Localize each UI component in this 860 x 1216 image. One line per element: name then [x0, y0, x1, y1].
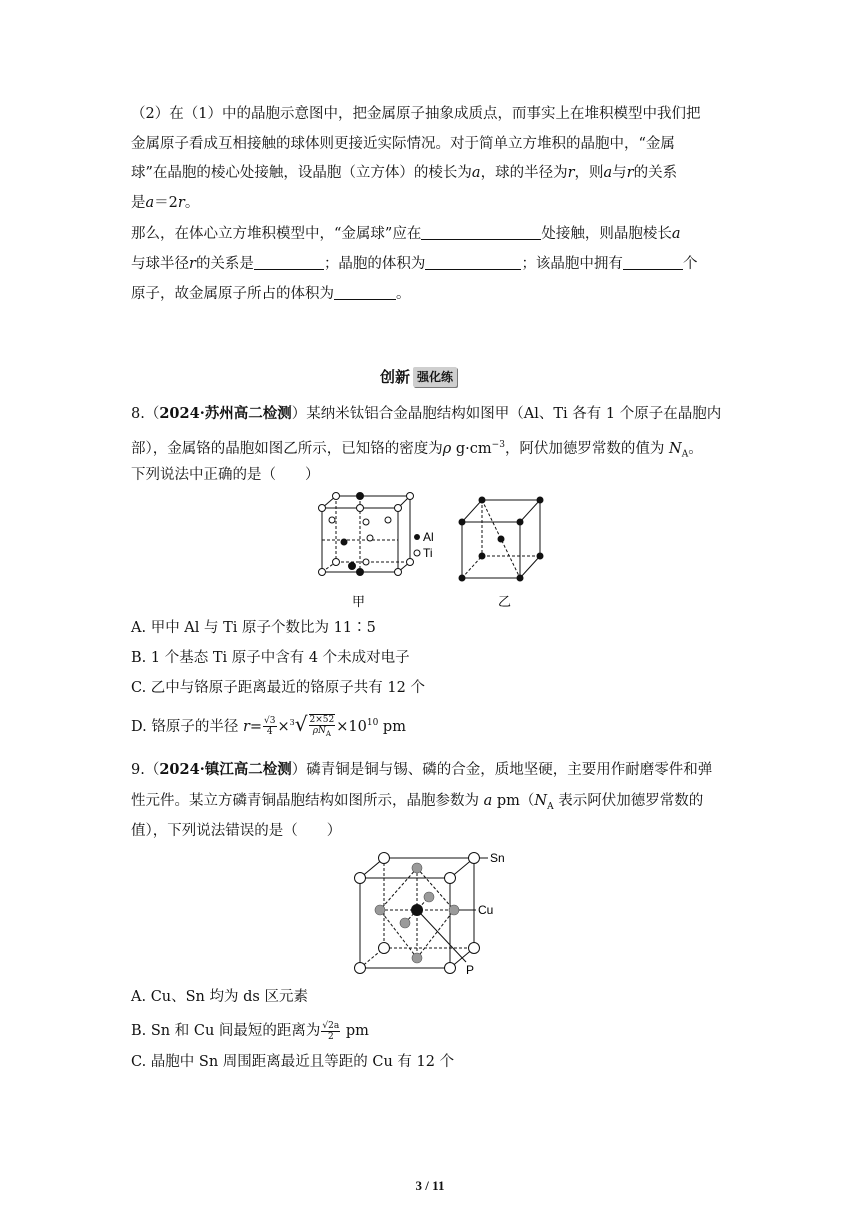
radical-sign: √ [294, 711, 308, 736]
answer-blank-5[interactable] [334, 283, 396, 300]
text: 与球半径 [131, 256, 189, 272]
q8-line-1 [131, 404, 721, 424]
q8-crystal-figure [310, 492, 560, 610]
var-a: a [603, 165, 613, 181]
part2-line-4 [131, 193, 199, 213]
label-p: P [466, 963, 475, 977]
text: ）某纳米钛铝合金晶胞结构如图甲（Al、Ti 各有 1 个原子在晶胞内 [291, 406, 722, 422]
q9-option-a[interactable]: A. Cu、Sn 均为 ds 区元素 [131, 989, 308, 1005]
q9-crystal-figure [348, 848, 508, 980]
rho-n: ρN [312, 726, 326, 737]
part2-line-7 [131, 283, 411, 304]
text: ，阿伏加德罗常数的值为 [504, 440, 670, 457]
text: ；晶胞的体积为 [323, 256, 426, 272]
atoms-jia [319, 493, 414, 576]
part2-line-3 [131, 163, 677, 183]
q8-option-d[interactable] [131, 710, 406, 740]
text: × [277, 718, 290, 735]
q9-line-3: 值），下列说法错误的是（ ） [131, 823, 342, 839]
text: ＝2 [154, 195, 178, 211]
q9-option-b[interactable] [131, 1018, 369, 1044]
superscript: −3 [491, 440, 505, 450]
q8-line-3: 下列说法中正确的是（ ） [131, 467, 320, 483]
text: = [249, 718, 263, 735]
answer-blank-3[interactable] [425, 253, 521, 270]
denominator: 4 [266, 727, 273, 738]
var-a: a [145, 195, 155, 211]
subscript: A [325, 730, 331, 739]
q9-option-c[interactable]: C. 晶胞中 Sn 周围距离最近且等距的 Cu 有 12 个 [131, 1054, 455, 1070]
var-r: r [177, 195, 185, 211]
text: pm（ [492, 793, 535, 809]
legend-al-marker [414, 534, 420, 540]
var-a: a [483, 793, 493, 809]
label-sn: Sn [490, 851, 505, 865]
q8-option-c[interactable]: C. 乙中与铬原子距离最近的铬原子共有 12 个 [131, 680, 425, 696]
root-index: 3 [289, 718, 295, 727]
answer-blank-4[interactable] [623, 253, 683, 270]
fraction [321, 1021, 340, 1042]
question-source: 2024·苏州高二检测 [159, 405, 292, 422]
text: 表示阿伏加德罗常数的 [553, 793, 704, 809]
text: ）磷青铜是铜与锡、磷的合金，质地坚硬，主要用作耐磨零件和弹 [291, 762, 713, 778]
label-cu: Cu [478, 903, 494, 917]
legend-al: Al [423, 530, 434, 544]
superscript: 10 [366, 718, 379, 728]
part2-line-5 [131, 223, 680, 244]
section-heading [380, 366, 457, 387]
text: 8.（ [131, 406, 160, 422]
text: D. 铬原子的半径 [131, 718, 243, 735]
var-r: r [567, 165, 575, 181]
part2-line-2: 金属原子看成互相接触的球体则更接近实际情况。对于简单立方堆积的晶胞中，“金属 [131, 136, 675, 152]
text: ，则 [574, 165, 604, 181]
var-a: a [671, 226, 681, 242]
var-n: N [669, 440, 682, 457]
text: ，球的半径为 [480, 165, 568, 181]
part2-line-6 [131, 253, 697, 274]
var-rho: ρ [442, 440, 452, 457]
atoms-yi [459, 497, 544, 582]
denominator [309, 726, 336, 739]
answer-blank-2[interactable] [254, 253, 324, 270]
text: 个 [682, 256, 698, 272]
section-title: 创新 [380, 368, 411, 386]
var-n: N [534, 793, 548, 809]
var-r: r [242, 718, 250, 735]
text: 那么，在体心立方堆积模型中，“金属球”应在 [131, 226, 422, 242]
fraction [309, 714, 336, 739]
q8-line-2 [131, 435, 703, 465]
p-leader [421, 914, 466, 962]
answer-blank-1[interactable] [421, 223, 541, 240]
part2-line-1: （2）在（1）中的晶胞示意图中，把金属原子抽象成质点，而事实上在堆积模型中我们把 [131, 106, 701, 122]
text: ×10 [336, 718, 367, 735]
text: 性元件。某立方磷青铜晶胞结构如图所示，晶胞参数为 [131, 793, 484, 809]
q9-line-2 [131, 791, 703, 817]
text: pm [341, 1023, 369, 1039]
q9-line-1 [131, 760, 712, 780]
text: 9.（ [131, 762, 160, 778]
text: 。 [688, 440, 703, 457]
var-r: r [626, 165, 634, 181]
text: 原子，故金属原子所占的体积为 [131, 286, 334, 302]
page-number: 3 / 11 [415, 1178, 445, 1193]
numerator: 2×52 [309, 715, 335, 726]
text: 是 [131, 195, 146, 211]
numerator: √2a [322, 1020, 340, 1031]
text: 的关系是 [195, 256, 254, 272]
caption-jia: 甲 [352, 594, 366, 609]
text: 。 [184, 195, 200, 211]
var-a: a [471, 165, 481, 181]
numerator: √3 [264, 716, 276, 727]
text: 球”在晶胞的棱心处接触，设晶胞（立方体）的棱长为 [131, 165, 472, 181]
q8-option-b[interactable]: B. 1 个基态 Ti 原子中含有 4 个未成对电子 [131, 650, 410, 666]
text: 的关系 [633, 165, 678, 181]
q8-option-a[interactable]: A. 甲中 Al 与 Ti 原子个数比为 11∶5 [131, 620, 376, 636]
var-r: r [189, 256, 196, 272]
text: 与 [612, 165, 627, 181]
legend-ti-marker [414, 550, 420, 556]
denominator: 2 [327, 1031, 334, 1042]
text: 部），金属铬的晶胞如图乙所示，已知铬的密度为 [131, 440, 443, 457]
fraction [263, 716, 276, 737]
subscript: A [681, 449, 689, 460]
text: g·cm [451, 440, 492, 457]
text: ；该晶胞中拥有 [521, 256, 623, 272]
caption-yi: 乙 [498, 594, 512, 609]
legend-ti: Ti [423, 546, 433, 560]
text: 处接触，则晶胞棱长 [541, 226, 672, 242]
question-source: 2024·镇江高二检测 [159, 761, 292, 778]
subscript: A [547, 801, 554, 812]
text: 。 [396, 286, 411, 302]
text: pm [378, 718, 406, 735]
text: B. Sn 和 Cu 间最短的距离为 [131, 1023, 321, 1039]
section-tag: 强化练 [413, 367, 457, 387]
